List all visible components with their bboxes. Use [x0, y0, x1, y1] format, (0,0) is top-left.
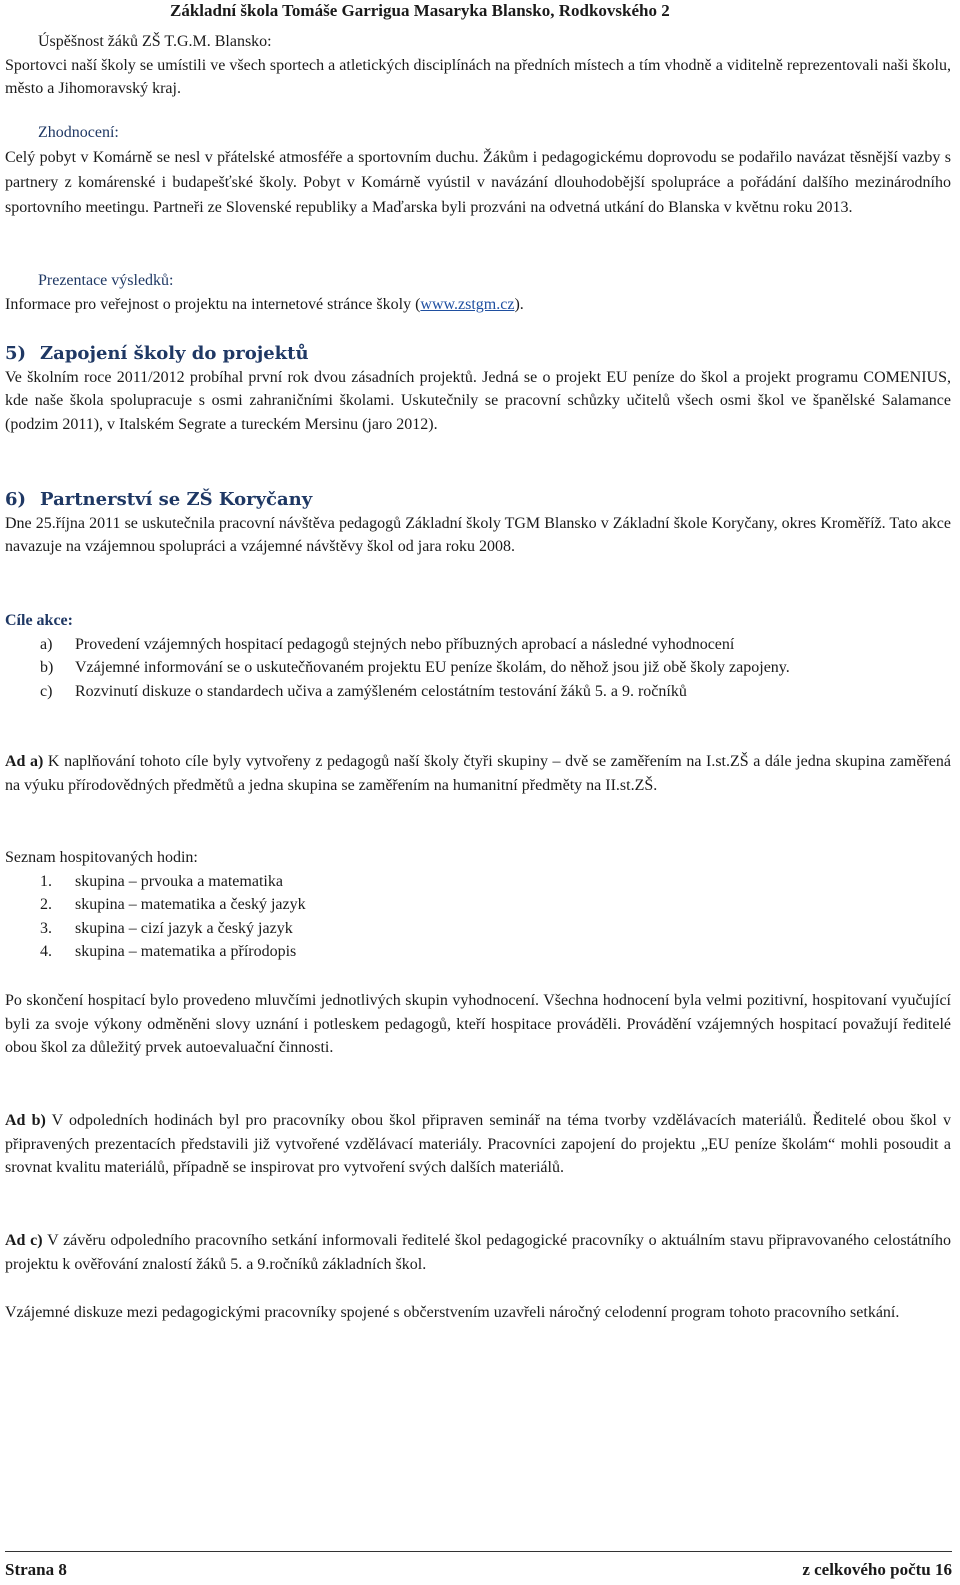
after-hospitations-text: Po skončení hospitací bylo provedeno mluvčími jednotlivých skupin vyhodnocení. Všechna hodnocení byla velmi pozitivní, hospitovaní vyučující byli za svoje výkony odměněni slovy uznání i potleskem pedagogů, kteří hospitace prováděli. Provádění vzájemných hospitací považují ředitelé obou škol za důležitý prvek autoevaluační činnosti.: [5, 992, 951, 1056]
ad-b-block: [5, 1109, 951, 1180]
section-5-number: 5): [5, 343, 27, 364]
section-5-title: Zapojení školy do projektů: [40, 343, 309, 364]
section-6: [5, 488, 951, 559]
list-item: [5, 940, 951, 964]
list-item-text: skupina – matematika a přírodopis: [75, 943, 297, 960]
list-item: [5, 870, 951, 894]
evaluation-label: Zhodnocení:: [38, 124, 119, 141]
closing-block: [5, 1301, 951, 1325]
section-6-text: Dne 25.října 2011 se uskutečnila pracovní návštěva pedagogů Základní školy TGM Blansko v Základní škole Koryčany, okres Kroměříž. Tato akce navazuje na vzájemnou spolupráci a vzájemné návštěvy škol od jara roku 2008.: [5, 514, 951, 555]
ad-b-label: Ad b): [5, 1112, 46, 1129]
after-hospitations-block: [5, 989, 951, 1060]
list-marker: 4.: [40, 943, 52, 960]
section-6-title: Partnerství se ZŠ Koryčany: [40, 489, 313, 510]
presentation-text-before: Informace pro veřejnost o projektu na internetové stránce školy (: [5, 295, 421, 313]
ad-c-block: [5, 1229, 951, 1276]
ad-c-text: [5, 1229, 951, 1276]
list-item-text: Rozvinutí diskuze o standardech učiva a zamýšleném celostátním testování žáků 5. a 9. ročníků: [75, 682, 687, 700]
list-item-text: skupina – matematika a český jazyk: [75, 896, 306, 913]
hospitations-list: [5, 870, 951, 964]
closing-text: Vzájemné diskuze mezi pedagogickými pracovníky spojené s občerstvením uzavřeli náročný celodenní program tohoto pracovního setkání.: [5, 1304, 900, 1321]
list-item: [5, 633, 951, 657]
list-item-text: Provedení vzájemných hospitací pedagogů stejných nebo příbuzných aprobací a následné vyhodnocení: [75, 635, 735, 653]
section-6-heading: [5, 488, 951, 512]
intro-label: Úspěšnost žáků ZŠ T.G.M. Blansko:: [38, 33, 272, 50]
ad-a-body: K naplňování tohoto cíle byly vytvořeny z pedagogů naší školy čtyři skupiny – dvě se zaměřením na I.st.ZŠ a dále jedna skupina zaměřená na výuku přírodovědných předmětů a jedna skupina se zaměřením na humanitní předměty na II.st.ZŠ.: [5, 753, 952, 794]
page-number: Strana 8: [5, 1560, 67, 1579]
list-item-text: skupina – prvouka a matematika: [75, 872, 283, 890]
list-marker: 2.: [40, 896, 52, 913]
list-item: [5, 656, 951, 680]
ad-b-body: V odpoledních hodinách byl pro pracovníky obou škol připraven seminář na téma tvorby vzdělávacích materiálů. Ředitelé obou škol v připravených prezentacích představili již vytvořené vzdělávací materiály. Pracovníci zapojení do projektu „EU peníze školám“ mohli posoudit a srovnat kvalitu materiálů, případně se inspirovat pro vytvoření svých dalších materiálů.: [5, 1112, 951, 1176]
list-marker: a): [40, 635, 53, 653]
section-5-heading: [5, 342, 951, 366]
list-marker: 3.: [40, 919, 52, 937]
evaluation-text: Celý pobyt v Komárně se nesl v přátelské atmosféře a sportovním duchu. Žákům i pedagogickému doprovodu se podařilo navázat těsnější vazby s partnery z komárenské i budapešťské školy. Pobyt v Komárně vyústil v navázání dlouhodobější spolupráce a pořádání dalšího mezinárodního sportovního meetingu. Partneři ze Slovenské republiky a Maďarska byli prozváni na odvetná utkání do Blanska v květnu roku 2013.: [5, 148, 951, 216]
intro-block: [5, 30, 951, 101]
goals-label: Cíle akce:: [5, 612, 73, 629]
section-5: [5, 342, 951, 436]
goals-list: [5, 633, 951, 704]
hospitations-label: Seznam hospitovaných hodin:: [5, 849, 198, 866]
ad-a-label: Ad a): [5, 753, 44, 770]
list-item-text: Vzájemné informování se o uskutečňovaném projektu EU peníze školám, do něhož jsou již obě školy zapojeny.: [75, 659, 790, 676]
hospitations-block: [5, 846, 951, 964]
evaluation-block: [5, 121, 951, 220]
school-website-link[interactable]: www.zstgm.cz: [420, 295, 515, 313]
section-6-number: 6): [5, 489, 27, 510]
document-header: Základní škola Tomáše Garrigua Masaryka Blansko, Rodkovského 2: [170, 1, 670, 20]
section-5-text: Ve školním roce 2011/2012 probíhal první rok dvou zásadních projektů. Jedná se o projekt EU peníze do škol a projekt programu COMENIUS, kde naše škola spolupracuje s osmi zahraničními školami. Uskutečnily se pracovní schůzky učitelů všech osmi škol ve španělské Salamance (podzim 2011), v Italském Segrate a tureckém Mersinu (jaro 2012).: [5, 368, 951, 433]
ad-a-block: [5, 750, 951, 797]
ad-a-text: [5, 750, 951, 797]
presentation-text-after: ).: [514, 295, 524, 313]
page-total: z celkového počtu 16: [802, 1560, 952, 1579]
ad-c-body: V závěru odpoledního pracovního setkání informovali ředitelé škol pedagogické pracovníky o aktuálním stavu připravovaného celostátního projektu k ověřování znalostí žáků 5. a 9.ročníků základních škol.: [5, 1232, 951, 1273]
list-marker: b): [40, 659, 54, 676]
goals-block: [5, 609, 951, 703]
presentation-label: Prezentace výsledků:: [38, 272, 174, 289]
list-marker: 1.: [40, 872, 52, 890]
list-item: [5, 917, 951, 941]
list-item-text: skupina – cizí jazyk a český jazyk: [75, 919, 293, 937]
ad-c-label: Ad c): [5, 1232, 43, 1249]
list-item: [5, 893, 951, 917]
intro-text: Sportovci naší školy se umístili ve všech sportech a atletických disciplínách na předních místech a tím vhodně a viditelně reprezentovali naši školu, město a Jihomoravský kraj.: [5, 56, 951, 97]
page-footer: [5, 1551, 952, 1582]
list-item: [5, 680, 951, 704]
presentation-block: [5, 269, 951, 316]
ad-b-text: [5, 1109, 951, 1180]
list-marker: c): [40, 682, 53, 700]
presentation-text: [5, 293, 951, 317]
